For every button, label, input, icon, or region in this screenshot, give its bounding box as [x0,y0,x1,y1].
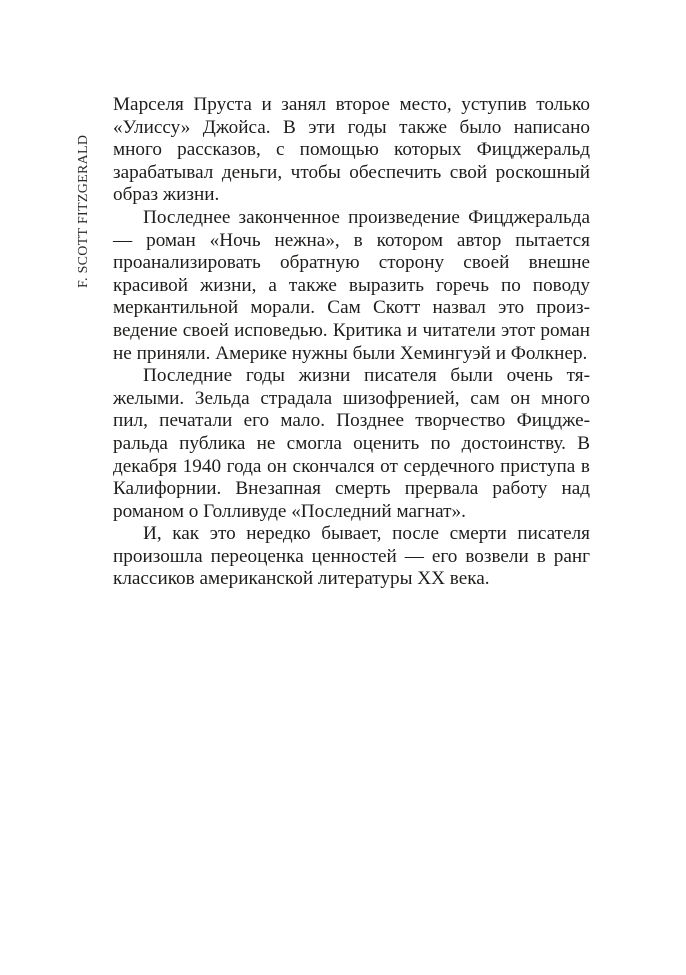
running-head: F. SCOTT FITZGERALD [76,134,91,288]
paragraph-1: Марселя Пруста и занял второе место, уступив только «Улиссу» Джойса. В эти годы также было написано много рассказов, с помощью которых Фицджеральд зарабатывал деньги, чтобы обеспечить свой роскошный образ жизни. [113,94,590,206]
paragraph-4: И, как это нередко бывает, после смерти писателя произошла переоценка ценностей — его возвели в ранг классиков американской литературы XX века. [113,523,590,590]
paragraph-2: Последнее законченное произведение Фицджеральда — роман «Ночь нежна», в котором автор пытается проанализировать обратную сторону своей внешне красивой жизни, а также выразить горечь по поводу меркантильной морали. Сам Скотт назвал это произведение своей исповедью. Критика и читатели этот роман не приняли. Америке нужны были Хемингуэй и Фолкнер. [113,206,590,364]
body-text [113,94,590,591]
paragraph-3: Последние годы жизни писателя были очень тяжелыми. Зельда страдала шизофренией, сам он много пил, печатали его мало. Позднее творчество Фицджеральда публика не смогла оценить по достоинству. В декабря 1940 года он скончался от сердечного приступа в Калифорнии. Внезапная смерть прервала работу над романом о Голливуде «Последний магнат». [113,365,590,522]
